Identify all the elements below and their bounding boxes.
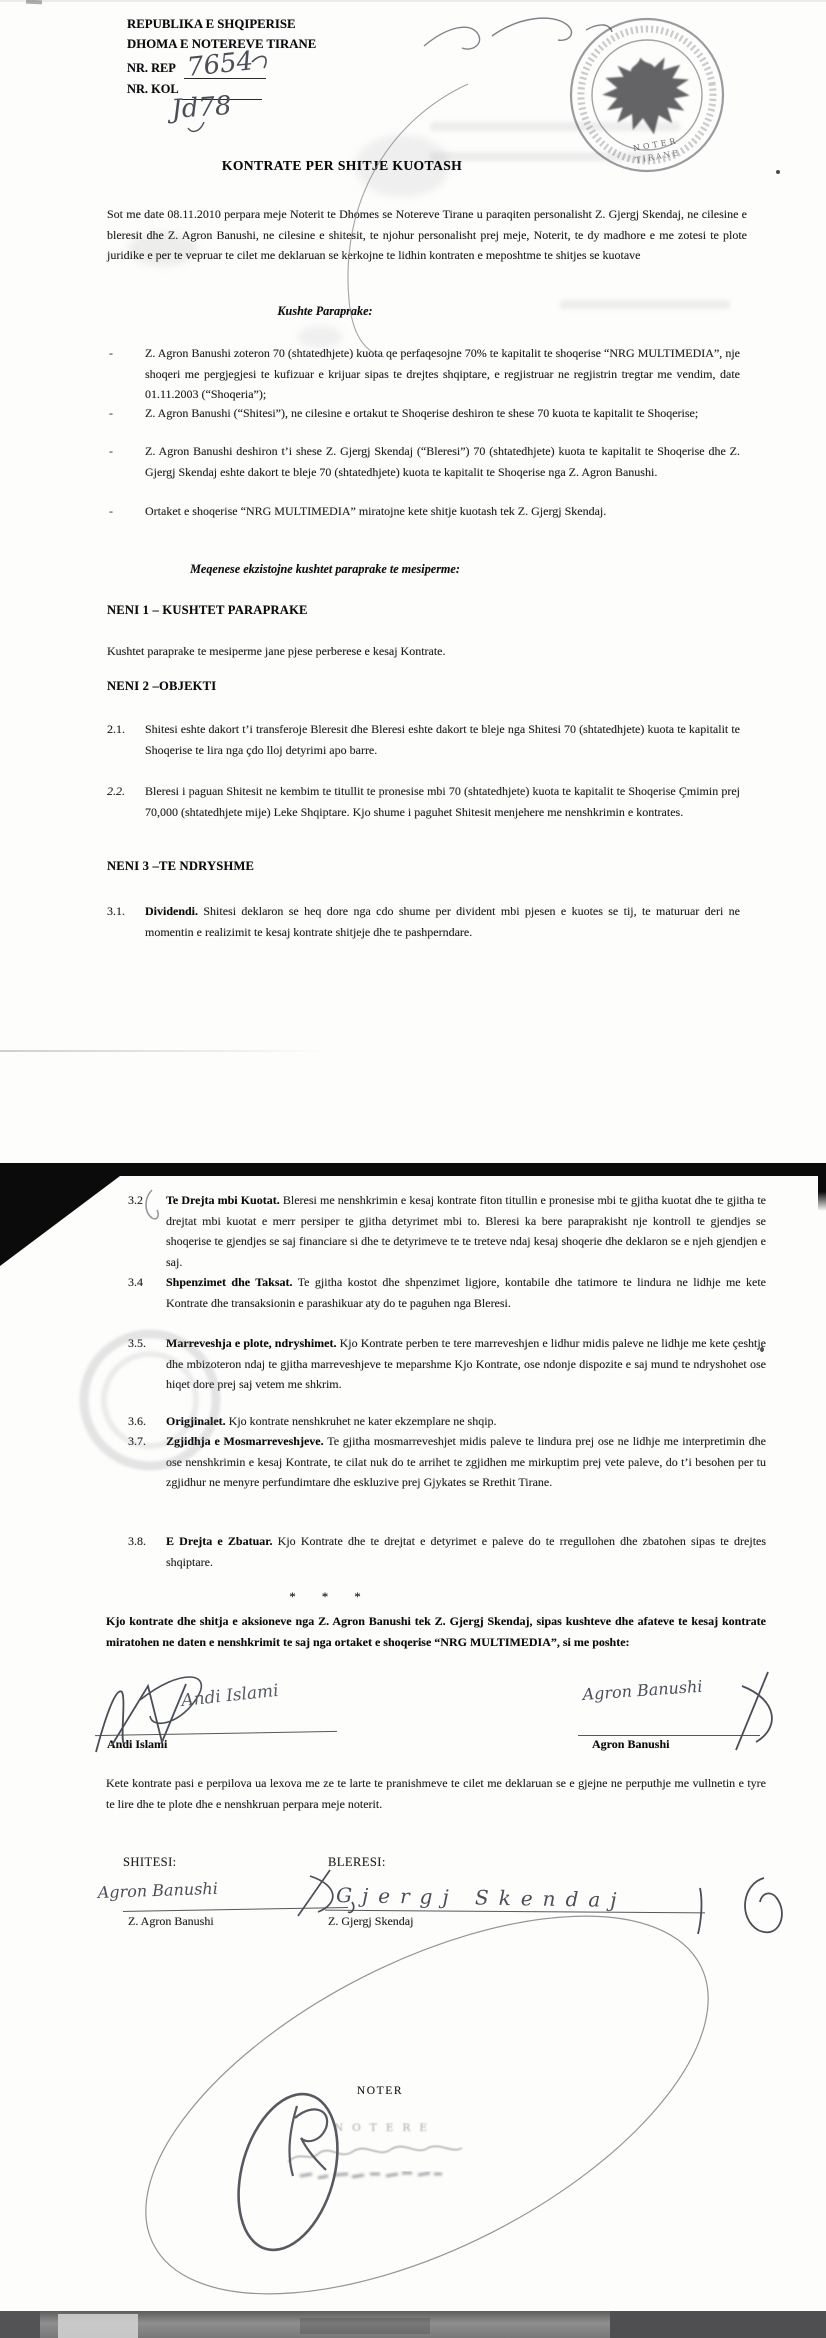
document-title: KONTRATE PER SHITJE KUOTASH <box>221 158 463 173</box>
clause-number: 3.6. <box>128 1414 146 1428</box>
bullet-text: Z. Agron Banushi zoteron 70 (shtatedhjete) kuota qe perfaqesojne 70% te kapitalit te shoqerise “NRG MULTIMEDIA”, nje shoqeri me pergjegjesi te kufizuar e krijuar sipas te drejtes shqiptare, e regjistruar ne regjistrin tregtar me vendim, date 01.11.2003 (“Shoqeria”); <box>145 346 740 402</box>
approval-right-name: Agron Banushi <box>592 1737 670 1751</box>
bullet-dash: - <box>109 444 113 458</box>
svg-text:Andi Islami: Andi Islami <box>180 1680 280 1711</box>
bullet-dash: - <box>109 346 113 360</box>
handwritten-nr-rep <box>186 46 266 83</box>
closing-paragraph: Kete kontrate pasi e perpilova ua lexova me ze te larte te pranishmeve te cilet me deklaruan se e gjejne ne perputhje me vullnetin e tyre te lire dhe te plote dhe e nenshkruan perpara meje noterit. <box>106 1776 766 1811</box>
band-mid-shade <box>300 2318 430 2334</box>
signature-andi-islami <box>96 1677 280 1752</box>
svg-text:7654: 7654 <box>185 46 255 83</box>
clause-lead: Zgjidhja e Mosmarreveshjeve. <box>166 1434 324 1448</box>
clause-number: 2.2. <box>107 784 125 798</box>
preconditions-heading: Kushte Paraprake: <box>277 304 373 318</box>
pen-loop-notary <box>222 2082 355 2261</box>
signature-agron-banushi-approval <box>580 1672 772 1750</box>
clause-lead: Te Drejta mbi Kuotat. <box>166 1193 280 1207</box>
svg-text:TIRANE: TIRANE <box>634 148 681 165</box>
clause-text: Bleresi i paguan Shitesit ne kembim te titullit te pronesise mbi 70 (shtatedhjete) kuota te kapitalit te Shoqerise Çmimin prej 70,000 (shtatedhjete mije) Leke Shqiptare. Kjo shume i paguhet Shitesit menjehere me nenshkrimin e kontrates. <box>145 784 740 819</box>
svg-text:NOTERE: NOTERE <box>333 2122 437 2134</box>
clause-number: 3.2 <box>128 1193 143 1207</box>
stars-separator: * * * <box>289 1589 361 1604</box>
pen-scribble-top <box>424 18 612 49</box>
stamp-bleedthrough-page2 <box>84 1334 216 1466</box>
article-1-heading: NENI 1 – KUSHTET PARAPRAKE <box>107 603 308 617</box>
clause-number: 3.7. <box>128 1434 146 1448</box>
nr-rep-label: NR. REP <box>127 61 176 75</box>
pen-arc-page1 <box>348 84 468 357</box>
bottom-scan-band <box>0 2311 826 2338</box>
band-dark-right <box>610 2311 826 2338</box>
article-2-heading: NENI 2 –OBJEKTI <box>107 679 217 693</box>
clause-lead: Shpenzimet dhe Taksat. <box>166 1275 293 1289</box>
clause-lead: Dividendi. <box>145 904 199 918</box>
bullet-text: Ortaket e shoqerise “NRG MULTIMEDIA” miratojne kete shitje kuotash tek Z. Gjergj Skendaj. <box>145 504 607 518</box>
band-light-notch <box>58 2314 138 2338</box>
nr-kol-label: NR. KOL <box>127 82 179 96</box>
svg-text:Gjergj Skendaj: Gjergj Skendaj <box>335 1883 627 1913</box>
clause-number: 3.4 <box>128 1275 143 1289</box>
clause-body: Te gjitha kostot dhe shpenzimet ligjore, kontabile dhe tatimore te lindura ne lidhje me kete Kontrate dhe transaksionin e parashikuar aty do te paguhen nga Bleresi. <box>166 1275 766 1310</box>
pen-ellipse-large <box>89 1838 766 2338</box>
svg-text:NOTER: NOTER <box>632 136 680 154</box>
clause-number: 3.1. <box>107 904 125 918</box>
clause-body: Kjo kontrate nenshkruhet ne kater ekzemplare ne shqip. <box>228 1414 497 1428</box>
svg-text:Agron Banushi: Agron Banushi <box>97 1878 219 1902</box>
clause-lead: Marreveshja e plote, ndryshimet. <box>166 1336 337 1350</box>
clause-body: Shitesi deklaron se heq dore nga cdo shume per divident mbi pjesen e kuotes se tij, te maturuar deri ne momentin e realizimit te kesaj kontrate shitjeje dhe te pashperndare. <box>145 904 740 939</box>
clause-body: Kjo Kontrate perben te tere marreveshjen e lidhur midis paleve ne lidhje me kete çeshtje dhe mbizoteron ndaj te gjitha marreveshjeve te meparshme Kjo Kontrate, ose ndonje dispozite e saj mund te ndryshohet ose hiqet dore prej saj vetem me shkrim. <box>166 1336 766 1392</box>
notary-round-stamp <box>559 7 735 183</box>
clause-lead: E Drejta e Zbatuar. <box>166 1534 273 1548</box>
buyer-name: Z. Gjergj Skendaj <box>328 1914 414 1928</box>
buyer-label: BLERESI: <box>328 1855 386 1869</box>
approval-paragraph: Kjo kontrate dhe shitja e aksioneve nga Z. Agron Banushi tek Z. Gjergj Skendaj, sipas kushteve dhe afateve te kesaj kontrate miratohen ne daten e nenshkrimit te saj nga ortaket e shoqerise “NRG MULTIMEDIA”, si me poshte: <box>106 1614 766 1649</box>
svg-text:Jd78: Jd78 <box>170 90 233 125</box>
notary-stamp-signature <box>288 2146 462 2162</box>
bullet-text: Z. Agron Banushi deshiron t’i shese Z. Gjergj Skendaj (“Bleresi”) 70 (shtatedhjete) kuota te kapitalit te Shoqerise dhe Z. Gjergj Skendaj eshte dakort te bleje 70 (shtatedhjete) kuota te kapitalit te Shoqerise nga Z. Agron Banushi. <box>145 444 740 479</box>
svg-text:Agron Banushi: Agron Banushi <box>581 1676 704 1704</box>
clause-lead: Origjinalet. <box>166 1414 226 1428</box>
clause-body: Te gjitha mosmarreveshjet midis paleve te lindura prej ose ne lidhje me interpretimin dhe ose nenshkrimin e kesaj Kontrate, te cilat nuk do te arrihet te zgjidhen me mirkuptim prej vete paleve, do t’i besohen per tu zgjidhur ne menyre perfundimtare dhe eskluzive prej Gjykates se Rrethit Tirane. <box>166 1434 766 1490</box>
bullet-dash: - <box>109 504 113 518</box>
org-name-line2: DHOMA E NOTEREVE TIRANE <box>127 37 317 51</box>
approval-left-name: Andi Islami <box>107 1737 168 1751</box>
clause-number: 3.5. <box>128 1336 146 1350</box>
clause-number: 2.1. <box>107 722 125 736</box>
signature-gjergj-skendaj-buyer <box>336 1878 782 1934</box>
preconditions-closing-line: Meqenese ekzistojne kushtet paraprake te mesiperme: <box>190 562 460 576</box>
notary-office-stamp <box>288 2122 462 2178</box>
clause-text: Shitesi eshte dakort t’i transferoje Bleresit dhe Bleresi eshte dakort te bleje nga Shitesi 70 (shtatedhjete) kuota te kapitalit te Shoqerise te lira nga çdo lloj detyrimi apo barre. <box>145 722 740 757</box>
clause-body: Kjo Kontrate dhe te drejtat e detyrimet e paleve do te rregullohen dhe zbatohen sipas te drejtes shqiptare. <box>166 1534 767 1569</box>
seller-label: SHITESI: <box>123 1855 177 1869</box>
notary-label: NOTER <box>356 2085 404 2097</box>
pen-hook-3-2 <box>146 1190 158 1219</box>
org-name-line1: REPUBLIKA E SHQIPERISE <box>127 17 296 31</box>
intro-paragraph: Sot me date 08.11.2010 perpara meje Noterit te Dhomes se Notereve Tirane u paraqiten personalisht Z. Gjergj Skendaj, ne cilesine e bleresit dhe Z. Agron Banushi, ne cilesine e shitesit, te njohur personalisht prej meje, Noterit, te dy madhore e me zotesi te plote juridike e per te vepruar te cilet me deklaruan se kerkojne te lidhin kontraten e meposhtme te shitjes se kuotave <box>107 207 747 263</box>
double-eagle-icon <box>597 50 697 142</box>
bullet-dash: - <box>109 406 113 420</box>
bullet-text: Z. Agron Banushi (“Shitesi”), ne cilesine e ortakut te Shoqerise deshiron te shese 70 kuota te kapitalit te Shoqerise; <box>145 406 699 420</box>
band-dark-left <box>0 2311 40 2338</box>
clause-number: 3.8. <box>128 1534 146 1548</box>
signature-agron-banushi-seller <box>95 1870 353 1916</box>
article-1-body: Kushtet paraprake te mesiperme jane pjese perberese e kesaj Kontrate. <box>107 644 446 658</box>
handwritten-nr-kol <box>165 91 232 132</box>
notary-stamp-smudge-row <box>300 2173 442 2178</box>
clause-body: Bleresi me nenshkrimin e kesaj kontrate fiton titullin e pronesise mbi te gjitha kuotat dhe te gjitha te drejtat mbi kuotat e merr persiper te gjitha detyrimet mbi to. Bleresi ka bere paraprakisht nje kontroll te gjendjes se shoqerise te gjendjes se saj financiare si dhe te detyrimeve te te treteve ndaj kesaj shoqerie dhe deklaron se e njeh gjendjen e saj. <box>166 1193 767 1269</box>
article-3-heading: NENI 3 –TE NDRYSHME <box>107 859 255 873</box>
seller-name: Z. Agron Banushi <box>128 1914 214 1928</box>
